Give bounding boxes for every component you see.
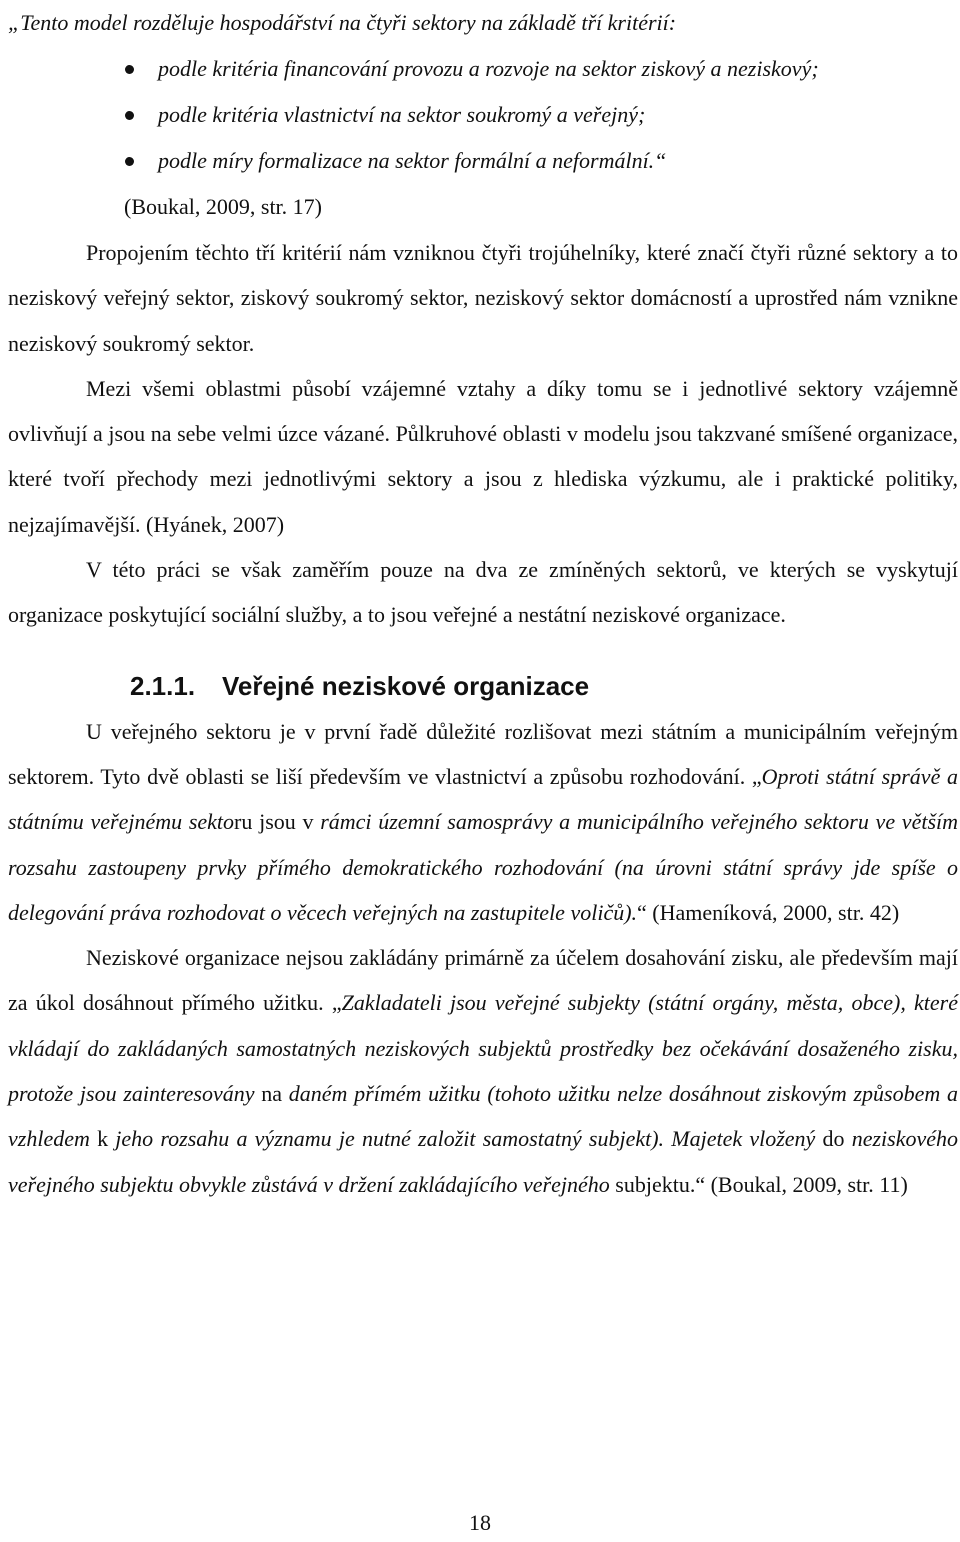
paragraph-1: Propojením těchto tří kritérií nám vzniknou čtyři trojúhelníky, které značí čtyři různé sektory a to neziskový veřejný sektor, ziskový soukromý sektor, neziskový sektor domácností a uprostřed nám vznikne neziskový soukromý sektor. — [8, 240, 958, 356]
section-number: 2.1.1. — [130, 670, 196, 701]
paragraph-4: U veřejného sektoru je v první řadě důležité rozlišovat mezi státním a municipálním veřejným sektorem. Tyto dvě oblasti se liší především ve vlastnictví a způsobu rozhodování. „Oproti státní správě a státnímu veřejnému sektoru jsou v rámci územní samosprávy a municipálního veřejného sektoru ve větším rozsahu zastoupeny prvky přímého demokratického rozhodování (na úrovni státní správy jde spíše o delegování práva rozhodovat o věcech veřejných na zastupitele voličů).“ (Hameníková, 2000, str. 42) — [8, 718, 959, 925]
section-title: Veřejné neziskové organizace — [222, 670, 590, 701]
list-item: podle kritéria financování provozu a rozvoje na sektor ziskový a neziskový; — [8, 46, 958, 92]
bullet-icon — [125, 65, 134, 74]
section-heading — [8, 663, 958, 709]
intro-quote-text: „Tento model rozděluje hospodářství na čtyři sektory na základě tří kritérií: — [8, 10, 677, 35]
intro-citation: (Boukal, 2009, str. 17) — [124, 194, 322, 219]
bullet-icon — [125, 111, 134, 120]
criteria-list — [8, 46, 958, 184]
list-item: podle míry formalizace na sektor formální a neformální.“ — [8, 138, 958, 184]
citation: (Hameníková, 2000, str. 42) — [646, 899, 900, 925]
page-number: 18 — [469, 1510, 491, 1535]
page-content — [8, 0, 958, 1207]
paragraph-3: V této práci se však zaměřím pouze na dva ze zmíněných sektorů, ve kterých se vyskytují organizace poskytující sociální služby, a to jsou veřejné a nestátní neziskové organizace. — [8, 557, 958, 628]
paragraph-5: Neziskové organizace nejsou zakládány primárně za účelem dosahování zisku, ale především mají za úkol dosáhnout přímého užitku. „Zakladateli jsou veřejné subjekty (státní orgány, města, obce), které vkládají do zakládaných samostatných neziskových subjektů prostředky bez očekávání dosaženého zisku, protože jsou zainteresovány na daném přímém užitku (tohoto užitku nelze dosáhnout ziskovým způsobem a vzhledem k jeho rozsahu a významu je nutné založit samostatný subjekt). Majetek vložený do neziskového veřejného subjektu obvykle zůstává v držení zakládajícího veřejného subjektu.“ (Boukal, 2009, str. 11) — [8, 945, 959, 1197]
bullet-icon — [125, 157, 134, 166]
list-item: podle kritéria vlastnictví na sektor soukromý a veřejný; — [8, 92, 958, 138]
citation: (Boukal, 2009, str. 11) — [705, 1171, 908, 1197]
paragraph-2: Mezi všemi oblastmi působí vzájemné vztahy a díky tomu se i jednotlivé sektory vzájemně ovlivňují a jsou na sebe velmi úzce vázané. Půlkruhové oblasti v modelu jsou takzvané smíšené organizace, které tvoří přechody mezi jednotlivými sektory a jsou z hlediska výzkumu, ale i praktické politiky, nejzajímavější. (Hyánek, 2007) — [8, 375, 958, 537]
